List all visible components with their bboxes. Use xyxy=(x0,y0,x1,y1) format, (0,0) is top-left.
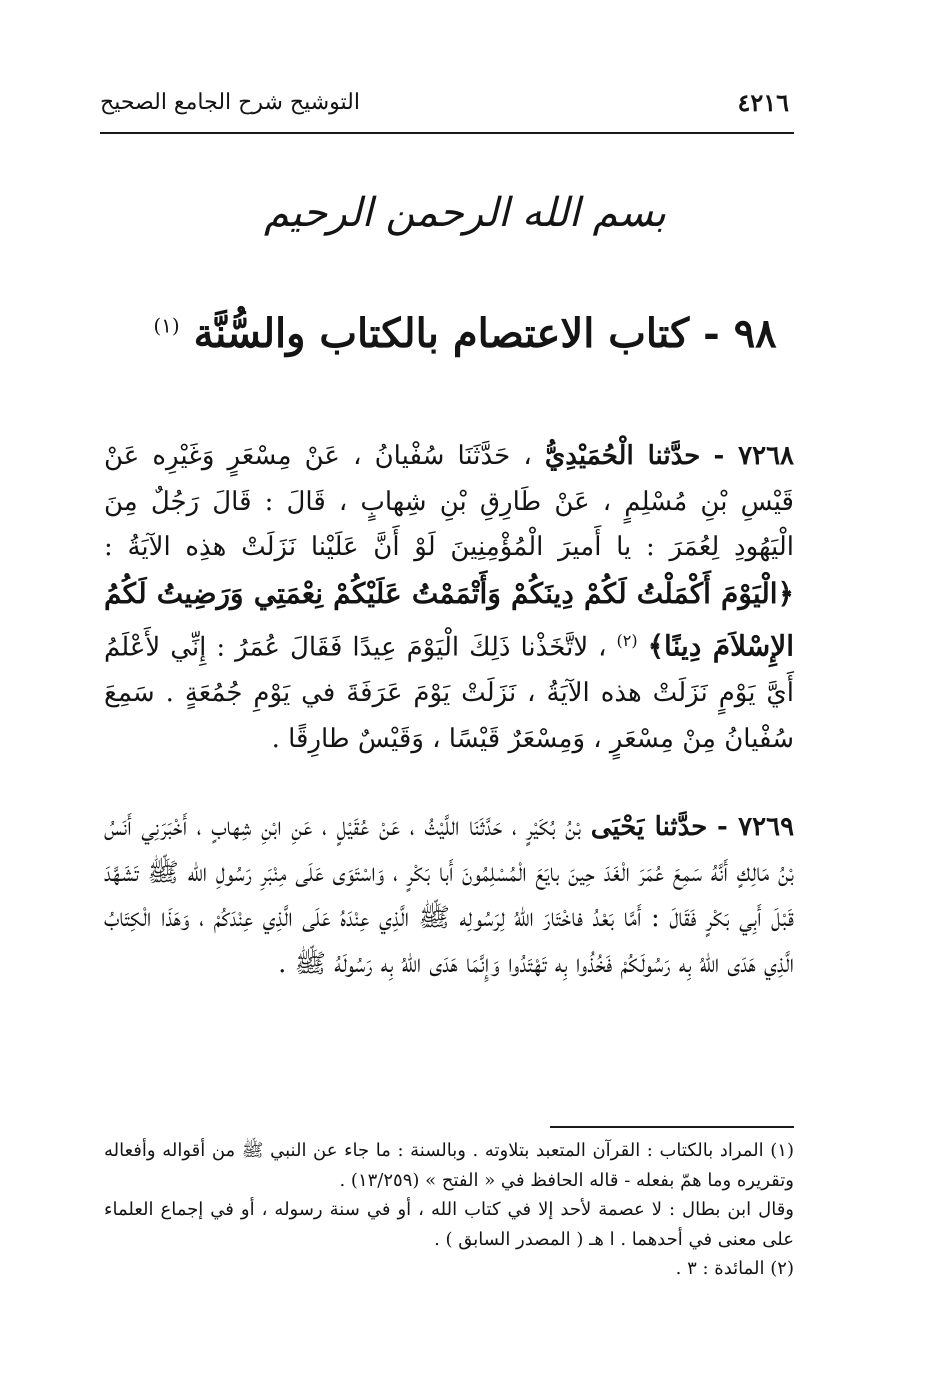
hadith-number: ٧٢٦٨ - xyxy=(713,441,794,471)
hadith-text: بْنُ بُكَيْرٍ ، حَدَّثَنَا اللَّيْثُ ، عَنْ عُقَيْلٍ ، عَنِ ابْنِ شِهابٍ ، أَخْبَرَنِي أَنَسُ بْنُ مَالِكٍ أَنَّهُ سَمِعَ عُمَرَ الْغَدَ حِينَ بايَعَ الْمُسْلِمُونَ أَبا بَكْرٍ ، وَاسْتَوَى عَلَى مِنْبَرِ رَسُولِ الله ﷺ تَشَهَّدَ قَبْلَ أَبِي بَكْرٍ فَقَالَ : أَمَّا بَعْدُ فاخْتَارَ اللهُ لِرَسُولِه ﷺ الَّذِي عِنْدَهُ عَلَى الَّذِي عِنْدَكُمْ ، وَهَذَا الْكِتَابُ الَّذِي هَدَى اللهُ بِه رَسُولَكُمْ فَخُذُوا بِه تَهْتَدُوا وَإِنَّمَا هَدَى اللهُ بِه رَسُولَهُ ﷺ . xyxy=(104,812,794,979)
page-number: ٤٢١٦ xyxy=(737,88,789,117)
book-title-text: ٩٨ - كتاب الاعتصام بالكتاب والسُّنَّة xyxy=(193,310,777,357)
hadith-text-part-1: ، حَدَّثَنَا سُفْيانُ ، عَنْ مِسْعَرٍ وَغَيْرِه عَنْ قَيْسِ بْنِ مُسْلِمٍ ، عَنْ طَارِقِ بْنِ شِهابٍ ، قَالَ : قَالَ رَجُلٌ مِنَ الْيَهُودِ لِعُمَرَ : يا أَميرَ الْمُؤْمِنِينَ لَوْ أَنَّ عَلَيْنا نَزَلَتْ هذِه الآيَةُ : xyxy=(104,441,794,562)
footnote-1-continued: وقال ابن بطال : لا عصمة لأحد إلا في كتاب الله ، أو في سنة رسوله ، أو في إجماع العلماء على معنى في أحدهما . ا هـ ( المصدر السابق ) . xyxy=(104,1199,794,1250)
hadith-7268 xyxy=(104,434,794,762)
book-title xyxy=(150,310,780,357)
basmala-calligraphy: بسم الله الرحمن الرحيم xyxy=(263,190,667,236)
hadith-number: ٧٢٦٩ - xyxy=(716,812,795,842)
footnote-2: (٢) المائدة : ٣ . xyxy=(675,1258,794,1279)
verse-footnote-ref: (٢) xyxy=(616,631,638,650)
footnote-1: (١) المراد بالكتاب : القرآن المتعبد بتلاوته . وبالسنة : ما جاء عن النبي ﷺ من أقواله وأفعاله وتقريره وما همّ بفعله - قاله الحافظ في « الفتح » (١٣/٢٥٩) . xyxy=(104,1140,794,1191)
running-title: التوشيح شرح الجامع الصحيح xyxy=(100,90,360,115)
hadith-narrator: حدَّثنا يَحْيَى xyxy=(590,812,708,842)
hadith-7269 xyxy=(104,805,794,987)
footnotes xyxy=(104,1136,794,1284)
hadith-narrator: حدَّثنا الْحُمَيْدِيُّ xyxy=(544,441,701,471)
quran-verse: ﴿الْيَوْمَ أَكْمَلْتُ لَكُمْ دِينَكُمْ وَأَتْمَمْتُ عَلَيْكُمْ نِعْمَتِي وَرَضِيتُ لَكُمُ الإِسْلاَمَ دِينًا﴾ xyxy=(104,576,795,663)
book-title-footnote-ref: (١) xyxy=(153,313,180,338)
footnote-divider xyxy=(550,1126,794,1128)
header-divider xyxy=(100,132,794,134)
hadith-text-part-2: ، لاتَّخَذْنا ذَلِكَ الْيَوْمَ عِيدًا فَقَالَ عُمَرُ : إِنِّي لأَعْلَمُ أَيَّ يَوْمٍ نَزَلَتْ هذه الآيَةُ ، نَزَلَتْ يَوْمَ عَرَفَةَ في يَوْمِ جُمُعَةٍ . سَمِعَ سُفْيانُ مِنْ مِسْعَرٍ ، وَمِسْعَرٌ قَيْسًا ، وَقَيْسٌ طارِقًا . xyxy=(104,632,794,754)
